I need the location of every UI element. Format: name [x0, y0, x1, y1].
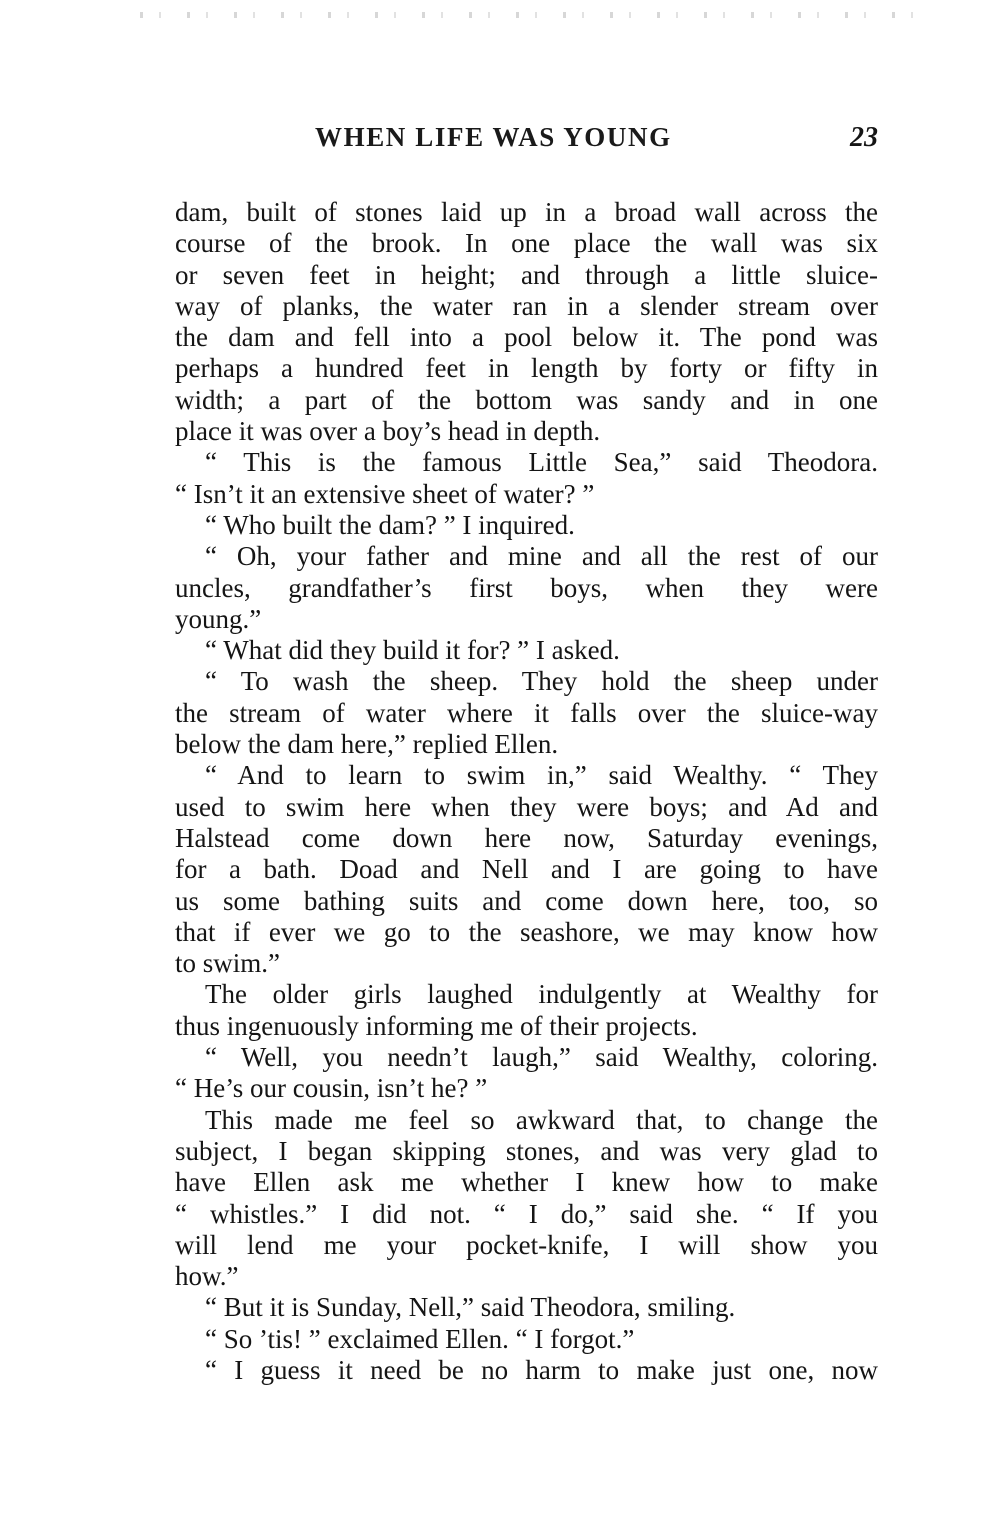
text-line: way of planks, the water ran in a slender stream over: [175, 290, 878, 321]
text-line: the stream of water where it falls over the sluice-way: [175, 697, 878, 728]
text-line: “ And to learn to swim in,” said Wealthy. “ They: [205, 760, 878, 791]
text-line: or seven feet in height; and through a little sluice-: [175, 259, 878, 290]
text-line: will lend me your pocket-knife, I will show you: [175, 1229, 878, 1260]
text-line: place it was over a boy’s head in depth.: [175, 416, 601, 447]
page-body: [175, 197, 878, 1386]
text-line: young.”: [175, 603, 262, 634]
text-line: uncles, grandfather’s first boys, when they were: [175, 572, 878, 603]
text-line: us some bathing suits and come down here, too, so: [175, 885, 878, 916]
text-line: “ Who built the dam? ” I inquired.: [205, 509, 575, 540]
text-line: “ What did they build it for? ” I asked.: [205, 635, 620, 666]
text-line: “ To wash the sheep. They hold the sheep under: [205, 666, 878, 697]
text-line: to swim.”: [175, 948, 280, 979]
running-title: WHEN LIFE WAS YOUNG: [315, 122, 672, 152]
text-line: “ whistles.” I did not. “ I do,” said she. “ If you: [175, 1198, 878, 1229]
text-line: thus ingenuously informing me of their projects.: [175, 1010, 698, 1041]
text-line: “ Oh, your father and mine and all the rest of our: [205, 541, 878, 572]
text-line: “ Well, you needn’t laugh,” said Wealthy, coloring.: [205, 1042, 878, 1073]
text-line: how.”: [175, 1261, 239, 1292]
text-line: “ I guess it need be no harm to make just one, now: [205, 1354, 878, 1385]
text-line: used to swim here when they were boys; and Ad and: [175, 791, 878, 822]
text-line: This made me feel so awkward that, to change the: [205, 1104, 878, 1135]
text-line: course of the brook. In one place the wall was six: [175, 228, 878, 259]
text-line: that if ever we go to the seashore, we may know how: [175, 916, 878, 947]
text-line: “ This is the famous Little Sea,” said Theodora.: [205, 447, 878, 478]
text-line: subject, I began skipping stones, and was very glad to: [175, 1135, 878, 1166]
running-header: [175, 122, 878, 162]
text-line: the dam and fell into a pool below it. The pond was: [175, 322, 878, 353]
text-line: The older girls laughed indulgently at Wealthy for: [205, 979, 878, 1010]
scan-artifact-strip: [140, 12, 930, 18]
text-line: “ Isn’t it an extensive sheet of water? ”: [175, 478, 595, 509]
text-line: below the dam here,” replied Ellen.: [175, 729, 559, 760]
text-line: perhaps a hundred feet in length by forty or fifty in: [175, 353, 878, 384]
text-line: dam, built of stones laid up in a broad wall across the: [175, 197, 878, 227]
text-line: for a bath. Doad and Nell and I are going to have: [175, 854, 878, 885]
text-line: width; a part of the bottom was sandy and in one: [175, 384, 878, 415]
text-line: “ So ’tis! ” exclaimed Ellen. “ I forgot.”: [205, 1323, 635, 1354]
text-line: have Ellen ask me whether I knew how to make: [175, 1167, 878, 1198]
page-number: 23: [850, 122, 878, 153]
text-line: Halstead come down here now, Saturday evenings,: [175, 822, 878, 853]
text-line: “ He’s our cousin, isn’t he? ”: [175, 1073, 488, 1104]
text-line: “ But it is Sunday, Nell,” said Theodora, smiling.: [205, 1292, 736, 1323]
